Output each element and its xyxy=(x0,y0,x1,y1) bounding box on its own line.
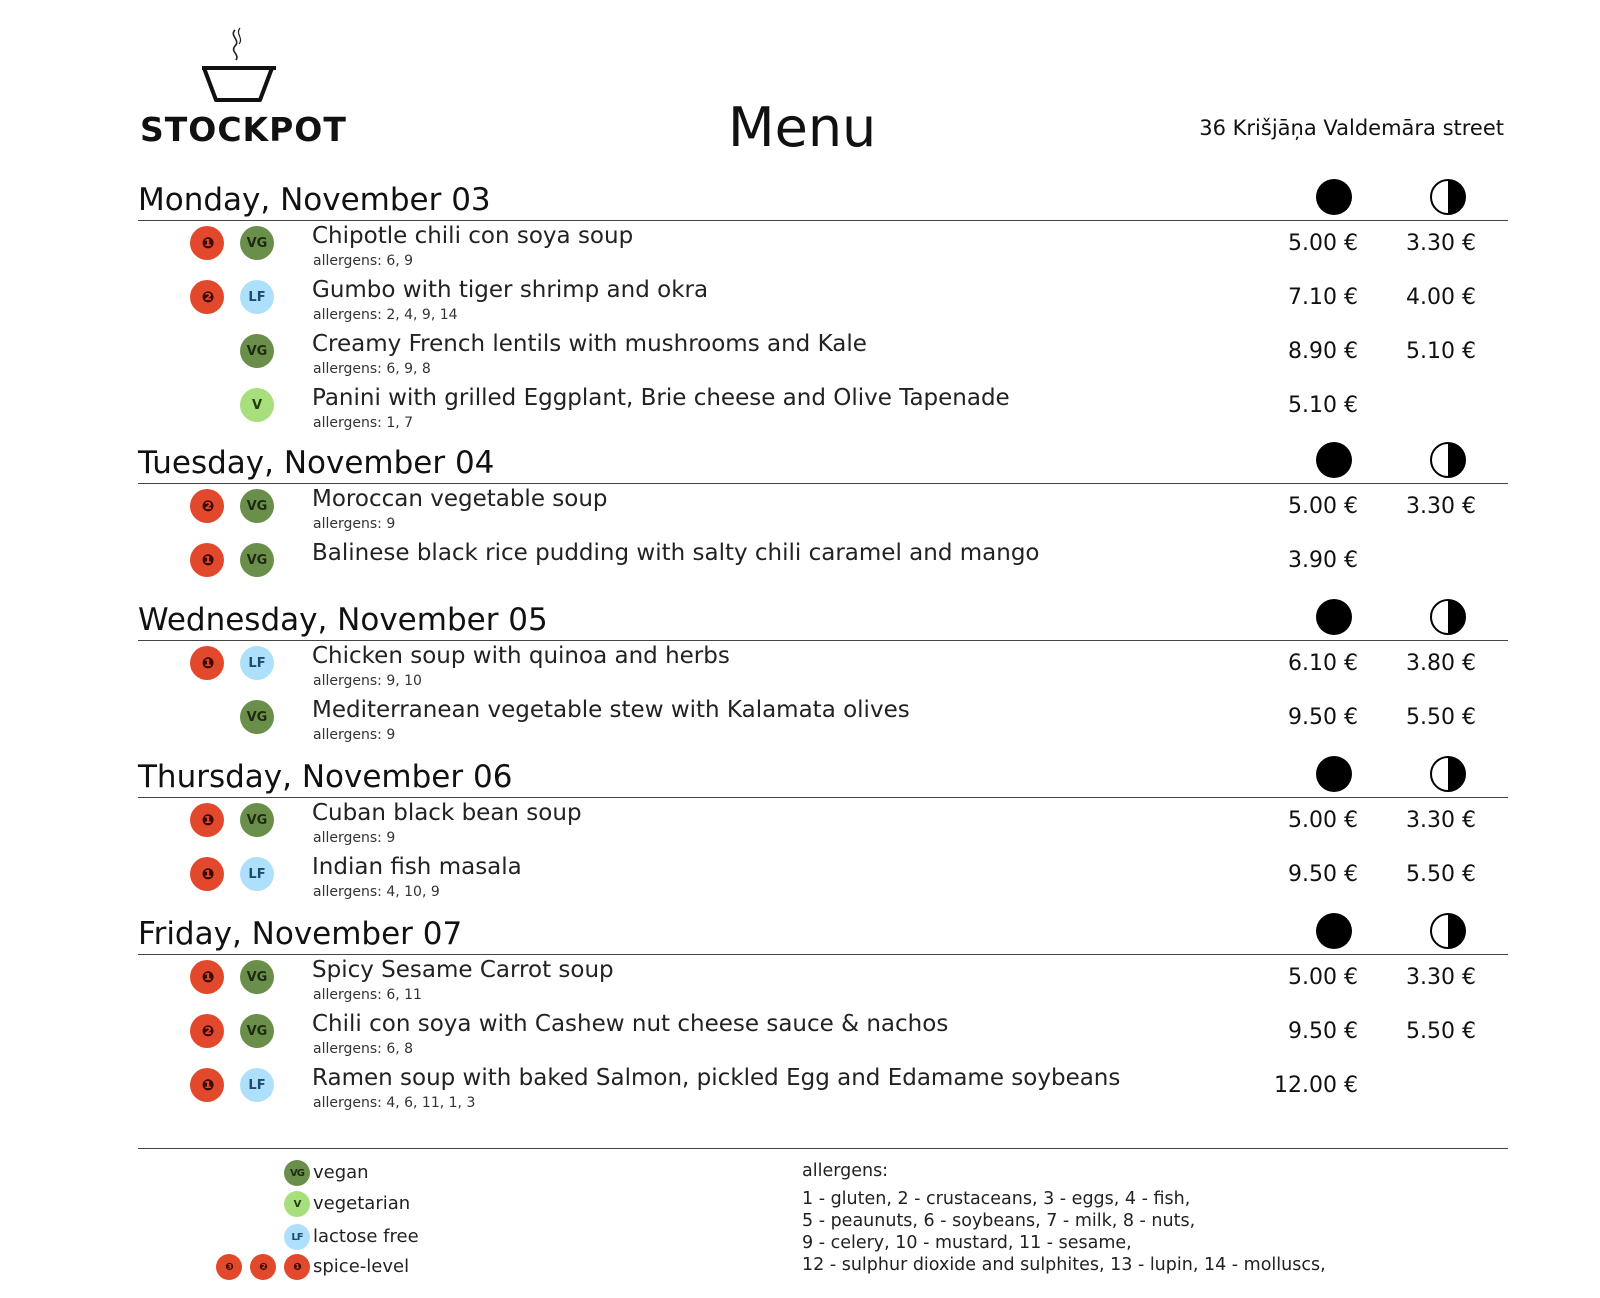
menu-item xyxy=(138,538,1508,592)
menu-item xyxy=(138,275,1508,329)
day-title: Friday, November 07 xyxy=(138,916,463,952)
dish-name: Gumbo with tiger shrimp and okra xyxy=(312,277,709,303)
day-title: Monday, November 03 xyxy=(138,182,491,218)
spice-level-3-icon: ❸ xyxy=(216,1254,242,1280)
allergen-key-heading: allergens: xyxy=(802,1161,889,1181)
menu-item xyxy=(138,852,1508,906)
chili-spice-icon: ❶ xyxy=(190,960,224,994)
dish-name: Ramen soup with baked Salmon, pickled Egg and Edamame soybeans xyxy=(312,1065,1121,1091)
dish-allergens: allergens: 6, 8 xyxy=(313,1041,414,1057)
lactose-free-icon: LF xyxy=(240,646,274,680)
dish-name: Indian fish masala xyxy=(312,854,522,880)
full-portion-price: 9.50 € xyxy=(1288,705,1358,730)
menu-item xyxy=(138,1009,1508,1063)
full-portion-price: 9.50 € xyxy=(1288,862,1358,887)
full-portion-price: 5.00 € xyxy=(1288,231,1358,256)
dish-name: Moroccan vegetable soup xyxy=(312,486,608,512)
half-portion-price: 3.30 € xyxy=(1406,494,1476,519)
dish-allergens: allergens: 2, 4, 9, 14 xyxy=(313,307,458,323)
day-header xyxy=(138,598,1508,641)
half-portion-price: 3.30 € xyxy=(1406,231,1476,256)
day-section xyxy=(138,755,1508,906)
legend-label: lactose free xyxy=(313,1226,419,1247)
half-portion-price: 3.30 € xyxy=(1406,808,1476,833)
menu-item xyxy=(138,484,1508,538)
half-portion-price: 3.30 € xyxy=(1406,965,1476,990)
vegetarian-icon: V xyxy=(284,1191,310,1217)
dish-name: Chicken soup with quinoa and herbs xyxy=(312,643,730,669)
dish-allergens: allergens: 9 xyxy=(313,830,396,846)
dish-allergens: allergens: 9 xyxy=(313,516,396,532)
dish-name: Chipotle chili con soya soup xyxy=(312,223,634,249)
menu-item xyxy=(138,383,1508,437)
vegan-icon: VG xyxy=(240,334,274,368)
legend-label: vegan xyxy=(313,1162,369,1183)
vegan-icon: VG xyxy=(240,226,274,260)
dish-name: Creamy French lentils with mushrooms and Kale xyxy=(312,331,867,357)
half-portion-icon xyxy=(1430,913,1466,949)
full-portion-icon xyxy=(1316,442,1352,478)
day-title: Wednesday, November 05 xyxy=(138,602,548,638)
half-portion-icon xyxy=(1430,599,1466,635)
dish-name: Mediterranean vegetable stew with Kalamata olives xyxy=(312,697,910,723)
full-portion-price: 7.10 € xyxy=(1288,285,1358,310)
vegan-icon: VG xyxy=(240,803,274,837)
legend-spice-level xyxy=(138,1252,738,1282)
menu-item xyxy=(138,695,1508,749)
chili-spice-icon: ❷ xyxy=(190,1014,224,1048)
half-portion-icon xyxy=(1430,442,1466,478)
page-title: Menu xyxy=(728,96,877,159)
vegan-icon: VG xyxy=(284,1160,310,1186)
dish-name: Panini with grilled Eggplant, Brie cheese and Olive Tapenade xyxy=(312,385,1010,411)
dish-allergens: allergens: 4, 10, 9 xyxy=(313,884,440,900)
full-portion-price: 3.90 € xyxy=(1288,548,1358,573)
allergen-key-line: 12 - sulphur dioxide and sulphites, 13 - lupin, 14 - molluscs, xyxy=(802,1255,1326,1275)
menu-item xyxy=(138,955,1508,1009)
full-portion-price: 12.00 € xyxy=(1274,1073,1358,1098)
day-header xyxy=(138,178,1508,221)
lactose-free-icon: LF xyxy=(284,1224,310,1250)
full-portion-icon xyxy=(1316,756,1352,792)
full-portion-price: 5.00 € xyxy=(1288,808,1358,833)
vegan-icon: VG xyxy=(240,489,274,523)
allergen-key-line: 5 - peaunuts, 6 - soybeans, 7 - milk, 8 - nuts, xyxy=(802,1211,1196,1231)
menu-item xyxy=(138,798,1508,852)
vegetarian-icon: V xyxy=(240,388,274,422)
day-section xyxy=(138,912,1508,1117)
day-title: Thursday, November 06 xyxy=(138,759,513,795)
spice-level-2-icon: ❷ xyxy=(250,1254,276,1280)
allergen-key-line: 9 - celery, 10 - mustard, 11 - sesame, xyxy=(802,1233,1132,1253)
menu-item xyxy=(138,1063,1508,1117)
dish-allergens: allergens: 6, 11 xyxy=(313,987,422,1003)
allergen-key xyxy=(802,1160,1326,1276)
chili-spice-icon: ❶ xyxy=(190,857,224,891)
half-portion-price: 5.50 € xyxy=(1406,862,1476,887)
dish-allergens: allergens: 6, 9, 8 xyxy=(313,361,431,377)
lactose-free-icon: LF xyxy=(240,857,274,891)
dish-name: Chili con soya with Cashew nut cheese sauce & nachos xyxy=(312,1011,949,1037)
stockpot-pot-icon xyxy=(202,26,282,106)
full-portion-price: 9.50 € xyxy=(1288,1019,1358,1044)
vegan-icon: VG xyxy=(240,700,274,734)
legend-vegetarian xyxy=(138,1189,738,1219)
stockpot-logo xyxy=(140,26,350,156)
half-portion-icon xyxy=(1430,756,1466,792)
half-portion-price: 3.80 € xyxy=(1406,651,1476,676)
legend-lactose-free xyxy=(138,1222,738,1252)
full-portion-price: 5.10 € xyxy=(1288,393,1358,418)
half-portion-price: 5.10 € xyxy=(1406,339,1476,364)
vegan-icon: VG xyxy=(240,960,274,994)
menu-item xyxy=(138,329,1508,383)
day-header xyxy=(138,441,1508,484)
legend-vegan xyxy=(138,1158,738,1188)
lactose-free-icon: LF xyxy=(240,1068,274,1102)
diet-legend xyxy=(138,1158,738,1288)
dish-allergens: allergens: 1, 7 xyxy=(313,415,414,431)
chili-spice-icon: ❶ xyxy=(190,543,224,577)
legend-label: spice-level xyxy=(313,1256,410,1277)
menu-item xyxy=(138,221,1508,275)
day-section xyxy=(138,598,1508,749)
vegan-icon: VG xyxy=(240,543,274,577)
dish-allergens: allergens: 6, 9 xyxy=(313,253,414,269)
full-portion-price: 5.00 € xyxy=(1288,494,1358,519)
half-portion-price: 4.00 € xyxy=(1406,285,1476,310)
full-portion-price: 6.10 € xyxy=(1288,651,1358,676)
lactose-free-icon: LF xyxy=(240,280,274,314)
day-section xyxy=(138,441,1508,592)
half-portion-price: 5.50 € xyxy=(1406,705,1476,730)
full-portion-icon xyxy=(1316,913,1352,949)
chili-spice-icon: ❶ xyxy=(190,226,224,260)
menu-item xyxy=(138,641,1508,695)
full-portion-icon xyxy=(1316,599,1352,635)
chili-spice-icon: ❶ xyxy=(190,1068,224,1102)
day-header xyxy=(138,912,1508,955)
chili-spice-icon: ❶ xyxy=(190,646,224,680)
half-portion-price: 5.50 € xyxy=(1406,1019,1476,1044)
day-section xyxy=(138,178,1508,437)
dish-name: Spicy Sesame Carrot soup xyxy=(312,957,614,983)
logo-text: STOCKPOT xyxy=(140,110,347,149)
legend-divider xyxy=(138,1148,1508,1149)
full-portion-price: 8.90 € xyxy=(1288,339,1358,364)
allergen-key-line: 1 - gluten, 2 - crustaceans, 3 - eggs, 4 - fish, xyxy=(802,1189,1191,1209)
full-portion-icon xyxy=(1316,179,1352,215)
chili-spice-icon: ❷ xyxy=(190,280,224,314)
vegan-icon: VG xyxy=(240,1014,274,1048)
chili-spice-icon: ❶ xyxy=(190,803,224,837)
day-header xyxy=(138,755,1508,798)
dish-allergens: allergens: 9 xyxy=(313,727,396,743)
dish-allergens: allergens: 9, 10 xyxy=(313,673,422,689)
full-portion-price: 5.00 € xyxy=(1288,965,1358,990)
spice-level-1-icon: ❶ xyxy=(284,1254,310,1280)
chili-spice-icon: ❷ xyxy=(190,489,224,523)
day-title: Tuesday, November 04 xyxy=(138,445,495,481)
dish-name: Balinese black rice pudding with salty chili caramel and mango xyxy=(312,540,1040,566)
restaurant-address: 36 Krišjāņa Valdemāra street xyxy=(1199,116,1504,140)
half-portion-icon xyxy=(1430,179,1466,215)
dish-allergens: allergens: 4, 6, 11, 1, 3 xyxy=(313,1095,476,1111)
legend-label: vegetarian xyxy=(313,1193,411,1214)
dish-name: Cuban black bean soup xyxy=(312,800,582,826)
